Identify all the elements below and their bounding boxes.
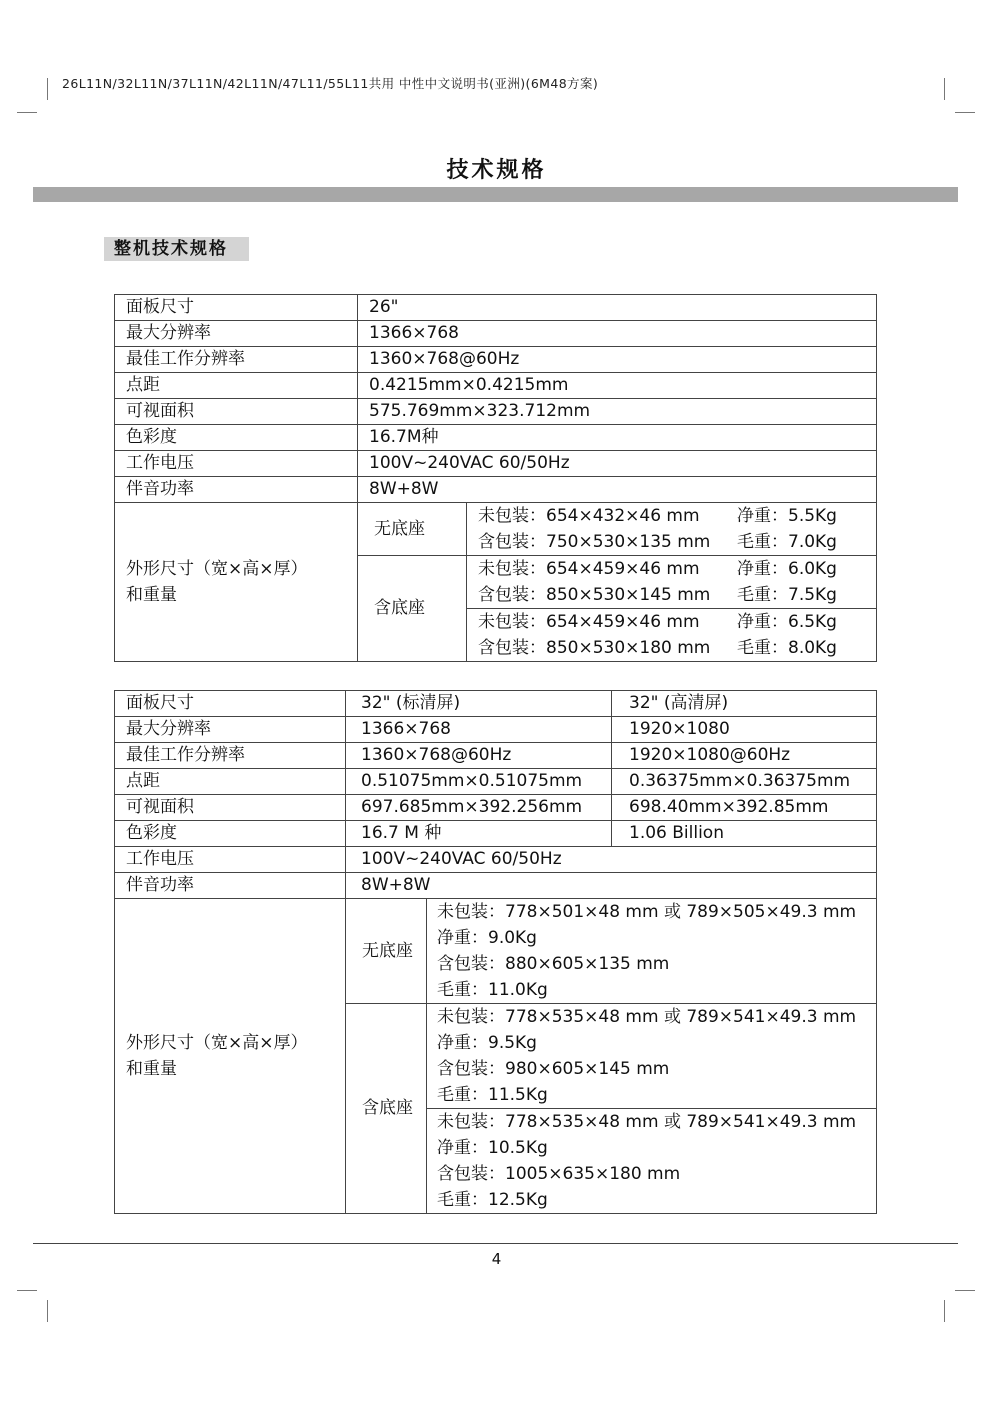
table-row — [115, 503, 877, 556]
spec-value: 8W+8W — [358, 477, 877, 503]
packing-weight: 净重：6.5Kg — [737, 612, 837, 632]
spec-value: 1360×768@60Hz — [358, 347, 877, 373]
spec-table-32 — [114, 690, 877, 1214]
no-stand-label: 无底座 — [358, 503, 467, 556]
footer-divider — [33, 1243, 958, 1244]
spec-value: 0.4215mm×0.4215mm — [358, 373, 877, 399]
table-row — [115, 451, 877, 477]
with-stand-label: 含底座 — [346, 1004, 427, 1214]
packing-weight: 毛重：8.0Kg — [737, 638, 837, 658]
packing-row — [467, 529, 876, 555]
crop-mark — [17, 1290, 37, 1291]
spec-value-hd: 698.40mm×392.85mm — [612, 795, 877, 821]
spec-label: 点距 — [115, 769, 346, 795]
document-header: 26L11N/32L11N/37L11N/42L11N/47L11/55L11共用 中性中文说明书(亚洲)(6M48方案) — [62, 76, 599, 91]
packing-weight: 净重：6.0Kg — [737, 559, 837, 579]
page-title: 技术规格 — [446, 158, 547, 183]
table-row — [115, 477, 877, 503]
packing-row — [467, 556, 876, 582]
table-row — [115, 425, 877, 451]
crop-mark — [944, 1300, 945, 1322]
packing-line: 净重：10.5Kg — [437, 1138, 548, 1158]
spec-value: 100V~240VAC 60/50Hz — [358, 451, 877, 477]
packing-row — [467, 503, 876, 529]
spec-label: 工作电压 — [115, 847, 346, 873]
packing-size: 未包装：654×432×46 mm — [478, 506, 700, 526]
spec-label: 最佳工作分辨率 — [115, 743, 346, 769]
table-row — [115, 373, 877, 399]
spec-label: 最大分辨率 — [115, 321, 358, 347]
table-row — [115, 847, 877, 873]
spec-label: 可视面积 — [115, 399, 358, 425]
packing-line: 含包装：1005×635×180 mm — [437, 1164, 681, 1184]
packing-line: 净重：9.5Kg — [437, 1033, 537, 1053]
spec-label: 色彩度 — [115, 821, 346, 847]
spec-label: 最大分辨率 — [115, 717, 346, 743]
with-stand-label: 含底座 — [358, 556, 467, 662]
spec-value-hd: 32" (高清屏) — [612, 691, 877, 717]
packing-row — [467, 609, 876, 635]
spec-value-sd: 1360×768@60Hz — [346, 743, 612, 769]
spec-value-hd: 0.36375mm×0.36375mm — [612, 769, 877, 795]
packing-line: 毛重：11.5Kg — [437, 1085, 548, 1105]
spec-value: 1366×768 — [358, 321, 877, 347]
spec-label: 可视面积 — [115, 795, 346, 821]
packing-line: 含包装：880×605×135 mm — [437, 954, 670, 974]
packing-row — [467, 582, 876, 608]
crop-mark — [47, 78, 48, 100]
dimensions-label-line2: 和重量 — [126, 585, 177, 605]
packing-line: 毛重：12.5Kg — [437, 1190, 548, 1210]
spec-value: 16.7M种 — [358, 425, 877, 451]
spec-label: 伴音功率 — [115, 873, 346, 899]
table-row — [115, 899, 877, 1004]
crop-mark — [955, 112, 975, 113]
spec-value-sd: 697.685mm×392.256mm — [346, 795, 612, 821]
no-stand-packing — [467, 503, 877, 556]
spec-value: 575.769mm×323.712mm — [358, 399, 877, 425]
spec-label: 伴音功率 — [115, 477, 358, 503]
spec-label: 面板尺寸 — [115, 295, 358, 321]
spec-value: 100V~240VAC 60/50Hz — [346, 847, 877, 873]
spec-value: 26" — [358, 295, 877, 321]
packing-line: 净重：9.0Kg — [437, 928, 537, 948]
packing-line: 未包装：778×501×48 mm 或 789×505×49.3 mm — [437, 902, 857, 922]
crop-mark — [955, 1290, 975, 1291]
no-stand-packing — [427, 899, 877, 1004]
dimensions-label — [115, 503, 358, 662]
packing-line: 未包装：778×535×48 mm 或 789×541×49.3 mm — [437, 1112, 857, 1132]
packing-size: 含包装：850×530×145 mm — [478, 585, 711, 605]
table-row — [115, 795, 877, 821]
spec-label: 工作电压 — [115, 451, 358, 477]
table-row — [115, 321, 877, 347]
packing-size: 含包装：850×530×180 mm — [478, 638, 711, 658]
spec-label: 点距 — [115, 373, 358, 399]
spec-value-sd: 32" (标清屏) — [346, 691, 612, 717]
spec-value-sd: 16.7 M 种 — [346, 821, 612, 847]
spec-value-hd: 1920×1080@60Hz — [612, 743, 877, 769]
spec-label: 最佳工作分辨率 — [115, 347, 358, 373]
with-stand-packing — [467, 556, 877, 609]
dimensions-label-line2: 和重量 — [126, 1059, 177, 1079]
table-row — [115, 691, 877, 717]
packing-size: 含包装：750×530×135 mm — [478, 532, 711, 552]
table-row — [115, 821, 877, 847]
packing-size: 未包装：654×459×46 mm — [478, 612, 700, 632]
dimensions-label — [115, 899, 346, 1214]
packing-weight: 毛重：7.0Kg — [737, 532, 837, 552]
table-row — [115, 295, 877, 321]
page-number: 4 — [491, 1250, 502, 1268]
spec-value-hd: 1.06 Billion — [612, 821, 877, 847]
dimensions-label-line1: 外形尺寸（宽×高×厚） — [126, 559, 308, 579]
packing-weight: 毛重：7.5Kg — [737, 585, 837, 605]
with-stand-packing — [427, 1004, 877, 1109]
spec-value-sd: 0.51075mm×0.51075mm — [346, 769, 612, 795]
packing-size: 未包装：654×459×46 mm — [478, 559, 700, 579]
table-row — [115, 347, 877, 373]
title-bar — [33, 187, 958, 202]
dimensions-label-line1: 外形尺寸（宽×高×厚） — [126, 1033, 308, 1053]
packing-line: 含包装：980×605×145 mm — [437, 1059, 670, 1079]
table-row — [115, 743, 877, 769]
spec-label: 色彩度 — [115, 425, 358, 451]
crop-mark — [944, 78, 945, 100]
packing-line: 毛重：11.0Kg — [437, 980, 548, 1000]
no-stand-label: 无底座 — [346, 899, 427, 1004]
spec-value-sd: 1366×768 — [346, 717, 612, 743]
spec-value: 8W+8W — [346, 873, 877, 899]
crop-mark — [47, 1300, 48, 1322]
packing-weight: 净重：5.5Kg — [737, 506, 837, 526]
with-stand-packing — [467, 609, 877, 662]
packing-line: 未包装：778×535×48 mm 或 789×541×49.3 mm — [437, 1007, 857, 1027]
spec-value-hd: 1920×1080 — [612, 717, 877, 743]
table-row — [115, 717, 877, 743]
section-label: 整机技术规格 — [104, 237, 249, 261]
table-row — [115, 769, 877, 795]
packing-row — [467, 635, 876, 661]
spec-table-26 — [114, 294, 877, 662]
crop-mark — [17, 112, 37, 113]
spec-label: 面板尺寸 — [115, 691, 346, 717]
table-row — [115, 873, 877, 899]
table-row — [115, 399, 877, 425]
with-stand-packing — [427, 1109, 877, 1214]
